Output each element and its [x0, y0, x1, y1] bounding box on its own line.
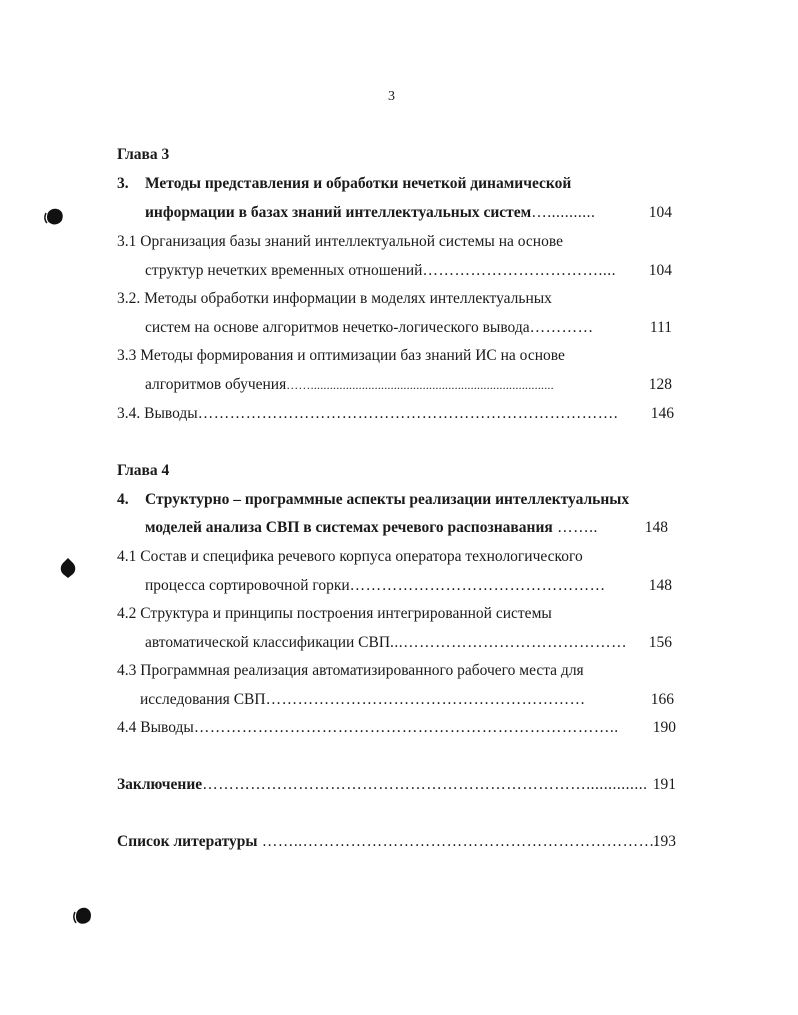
chapter-3-page: 104	[648, 204, 672, 221]
toc-item-3-3-text: алгоритмов обучения	[145, 376, 287, 393]
toc-conclusion-page: 191	[652, 776, 676, 793]
toc-item-4-4-leader: ……………………………………………………………………..	[193, 719, 619, 736]
toc-item-3-3-page: 128	[648, 376, 672, 393]
chapter-3-title-line1: Методы представления и обработки нечеткой динамической	[145, 175, 572, 192]
chapter-3-heading: Глава 3	[117, 146, 170, 163]
chapter-4-title-line2	[145, 519, 598, 537]
chapter-4-number: 4.	[117, 491, 129, 508]
toc-item-3-1-line2	[145, 262, 616, 280]
page-number: 3	[388, 89, 395, 104]
toc-item-3-1-page: 104	[648, 262, 672, 279]
chapter-4-leader: ……..	[552, 519, 598, 536]
toc-item-4-4	[117, 719, 619, 737]
binder-hole-mark-top	[44, 207, 66, 227]
toc-item-3-2-page: 111	[649, 319, 672, 336]
toc-item-3-2-line1: 3.2. Методы обработки информации в моделях интеллектуальных	[117, 290, 552, 307]
toc-item-3-2-line2	[145, 319, 594, 337]
toc-references	[117, 833, 659, 851]
binder-hole-mark-bottom	[72, 905, 94, 927]
toc-conclusion-leader: ………………………………………………………………..............	[202, 776, 648, 793]
toc-item-4-2-line1: 4.2 Структура и принципы построения интегрированной системы	[117, 605, 552, 622]
toc-item-4-2-line2	[145, 634, 627, 652]
toc-item-3-1-text: структур нечетких временных отношений	[145, 262, 423, 279]
toc-references-page: 193	[652, 833, 676, 850]
toc-item-3-3-line2	[145, 376, 554, 394]
chapter-3-leader: …...........	[531, 204, 596, 221]
toc-item-4-3-text: исследования СВП	[140, 691, 266, 708]
chapter-4-heading: Глава 4	[117, 462, 170, 479]
toc-conclusion	[117, 776, 647, 794]
chapter-3-number: 3.	[117, 175, 129, 192]
chapter-3-title-line2	[145, 204, 595, 222]
toc-item-4-2-leader: ...……………………………………	[390, 634, 628, 651]
toc-item-4-3-leader: ……………………………………………………	[265, 691, 586, 708]
toc-item-4-1-page: 148	[648, 577, 672, 594]
toc-item-4-4-page: 190	[652, 719, 676, 736]
toc-item-4-1-leader: …………………………………………	[349, 577, 606, 594]
toc-item-4-1-line2	[145, 577, 606, 595]
toc-item-4-3-line2	[140, 691, 586, 709]
toc-item-3-4-page: 146	[650, 405, 674, 422]
chapter-4-title-line1: Структурно – программные аспекты реализации интеллектуальных	[145, 491, 630, 508]
chapter-4-title-text: моделей анализа СВП в системах речевого распознавания	[145, 519, 553, 536]
toc-item-4-2-text: автоматической классификации СВП	[145, 634, 391, 651]
toc-item-4-1-text: процесса сортировочной горки	[145, 577, 350, 594]
binder-hole-mark-middle	[58, 557, 78, 579]
chapter-3-title-text: информации в базах знаний интеллектуальных систем	[145, 204, 532, 221]
toc-conclusion-text: Заключение	[117, 776, 203, 793]
toc-item-4-3-line1: 4.3 Программная реализация автоматизированного рабочего места для	[117, 662, 584, 679]
chapter-4-page: 148	[644, 519, 668, 536]
toc-item-3-4-text: 3.4. Выводы	[117, 405, 198, 422]
toc-item-4-2-page: 156	[648, 634, 672, 651]
toc-item-4-1-line1: 4.1 Состав и специфика речевого корпуса оператора технологического	[117, 548, 583, 565]
toc-item-3-2-text: систем на основе алгоритмов нечетко-логического вывода	[145, 319, 530, 336]
toc-item-3-2-leader: …………	[529, 319, 594, 336]
toc-item-4-4-text: 4.4 Выводы	[117, 719, 194, 736]
toc-item-3-3-line1: 3.3 Методы формирования и оптимизации баз знаний ИС на основе	[117, 347, 565, 364]
toc-item-3-1-leader: ……………………………....	[422, 262, 616, 279]
toc-references-leader: ……..………………………………………………………….	[257, 833, 659, 850]
toc-references-text: Список литературы	[117, 833, 258, 850]
toc-item-3-3-leader: ……............................................................................	[286, 378, 554, 392]
toc-item-4-3-page: 166	[650, 691, 674, 708]
toc-item-3-1-line1: 3.1 Организация базы знаний интеллектуальной системы на основе	[117, 233, 563, 250]
toc-item-3-4-leader: …………………………………………………………………….	[197, 405, 619, 422]
toc-item-3-4	[117, 405, 618, 423]
